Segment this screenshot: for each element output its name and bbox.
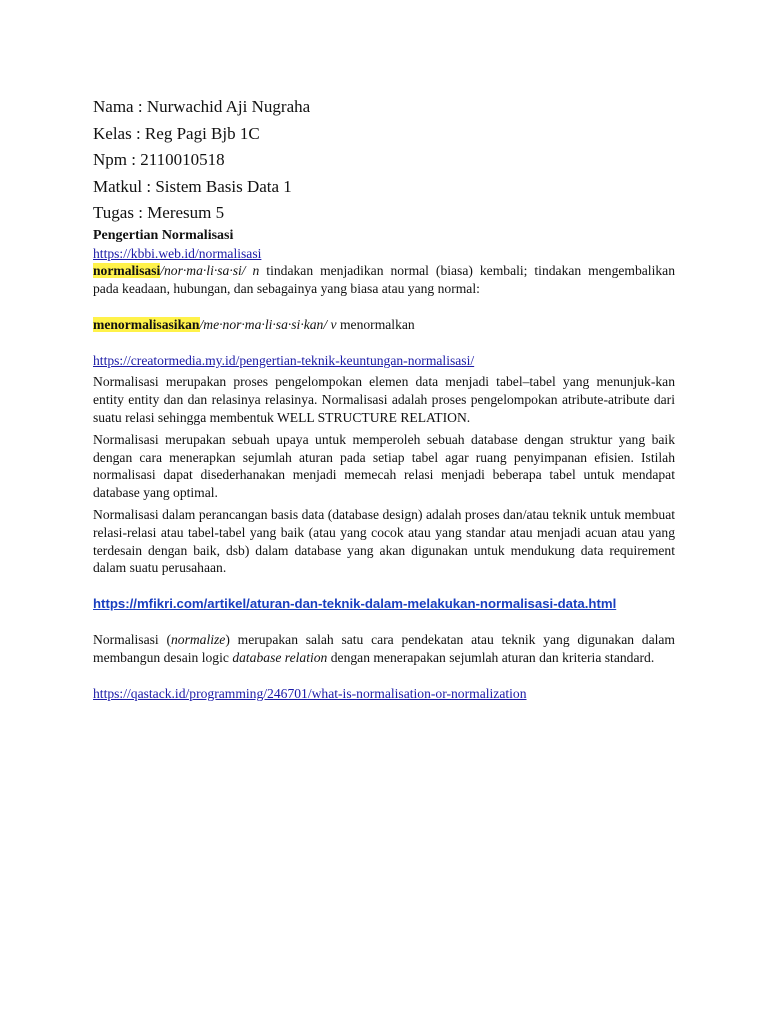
mfikri-link[interactable]: https://mfikri.com/artikel/aturan-dan-teknik-dalam-melakukan-normalisasi-data.html <box>93 596 617 612</box>
paragraph-mfikri <box>93 631 675 667</box>
entry-pronunciation: /me·nor·ma·li·sa·si·kan/ v <box>199 316 337 332</box>
text-span: ) merupakan salah satu cara pendekatan atau teknik yang digunakan dalam membangun desain logic <box>93 632 675 665</box>
text-span: dengan menerapakan sejumlah aturan dan kriteria standard. <box>327 649 655 665</box>
section-heading: Pengertian Normalisasi <box>93 227 234 243</box>
entry-definition: menormalkan <box>336 316 415 332</box>
kbbi-entry-menormalisasikan <box>93 316 675 334</box>
course-name: Matkul : Sistem Basis Data 1 <box>93 176 292 196</box>
entry-word-highlight: menormalisasikan <box>93 316 200 332</box>
assignment-name: Tugas : Meresum 5 <box>93 203 225 222</box>
student-npm: Npm : 2110010518 <box>93 150 225 169</box>
entry-definition: tindakan menjadikan normal (biasa) kembali; tindakan mengembalikan pada keadaan, hubungan, dan sebagainya yang biasa atau yang normal: <box>93 263 675 297</box>
italic-term: database relation <box>232 649 328 665</box>
paragraph-3: Normalisasi dalam perancangan basis data (database design) adalah proses dan/atau teknik untuk membuat relasi-relasi atau tabel-tabel yang baik (atau yang cocok atau yang standar atau menjadi acuan atau yang terdesain dengan baik, dsb) dalam database yang akan digunakan untuk mendukung data requirement dalam suatu perusahaan. <box>93 507 675 576</box>
kbbi-entry-normalisasi <box>93 262 675 298</box>
qastack-link[interactable]: https://qastack.id/programming/246701/what-is-normalisation-or-normalization <box>93 685 527 701</box>
student-class: Kelas : Reg Pagi Bjb 1C <box>93 123 260 143</box>
document-body <box>93 94 675 702</box>
entry-word-highlight: normalisasi <box>93 263 161 279</box>
creatormedia-link[interactable]: https://creatormedia.my.id/pengertian-teknik-keuntungan-normalisasi/ <box>93 352 475 368</box>
text-span: Normalisasi ( <box>93 632 171 648</box>
kbbi-link[interactable]: https://kbbi.web.id/normalisasi <box>93 245 262 261</box>
entry-pronunciation: /nor·ma·li·sa·si/ n <box>160 263 260 279</box>
paragraph-2: Normalisasi merupakan sebuah upaya untuk memperoleh sebuah database dengan struktur yang baik dengan cara menerapkan sejumlah aturan pada setiap tabel agar ruang penyimpanan efisien. Istilah normalisasi dapat disederhanakan menjadi memecah relasi menjadi beberapa tabel untuk mendapat database yang optimal. <box>93 431 675 501</box>
italic-term: normalize <box>170 632 226 648</box>
paragraph-1: Normalisasi merupakan proses pengelompokan elemen data menjadi tabel–tabel yang menunjuk-kan entity entity dan dan relasinya relasinya. Normalisasi adalah proses pengelompokan atribute-atribute dari suatu relasi sehingga membentuk WELL STRUCTURE RELATION. <box>93 374 675 426</box>
student-name: Nama : Nurwachid Aji Nugraha <box>93 97 311 116</box>
